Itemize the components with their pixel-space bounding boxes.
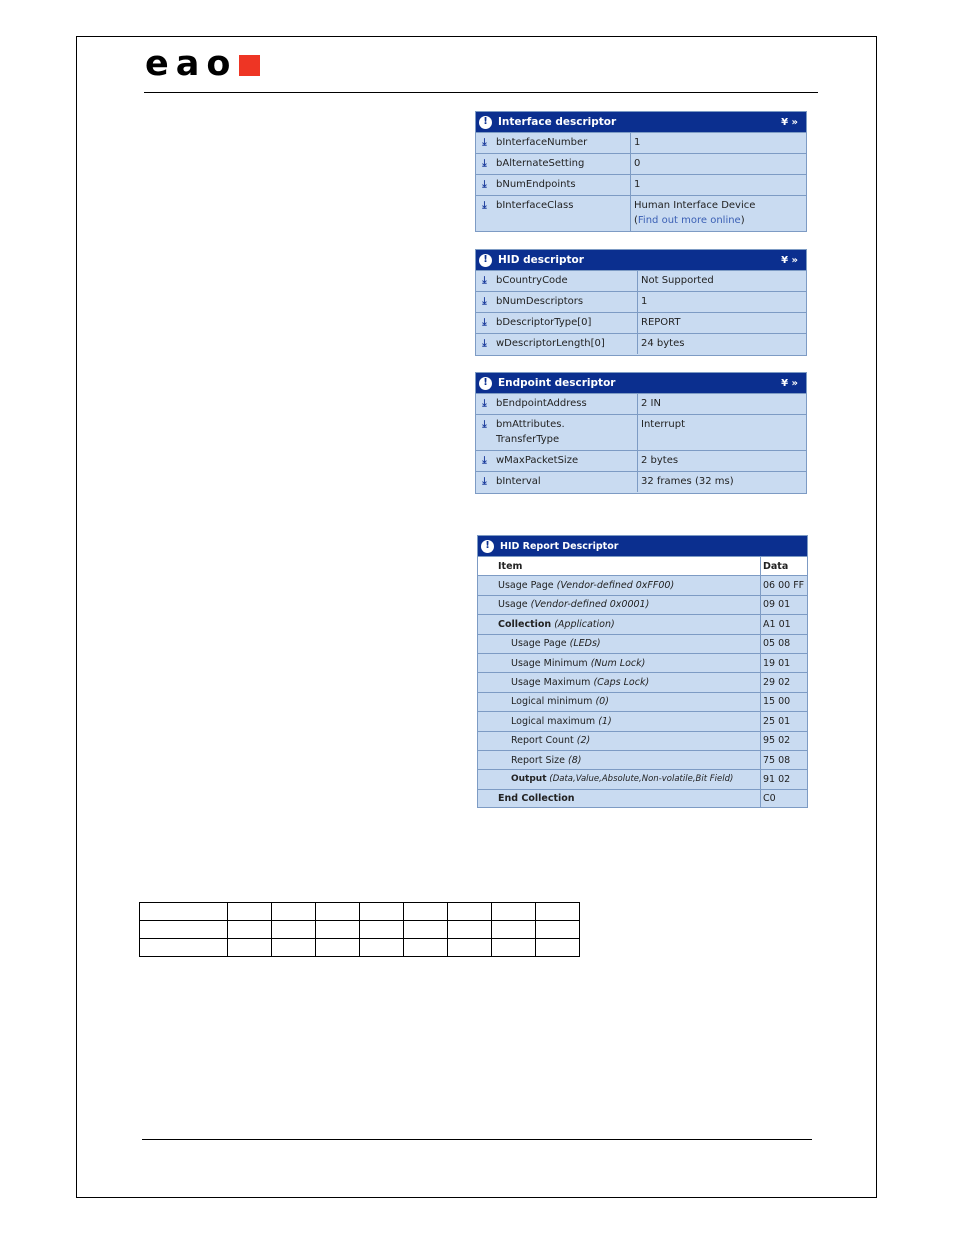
table-row xyxy=(140,939,580,957)
empty-grid-table xyxy=(139,902,580,957)
item-detail: (Vendor-defined 0x0001) xyxy=(530,599,650,611)
field-name: bmAttributes. xyxy=(496,419,565,430)
field-name: bInterval xyxy=(496,476,541,487)
property-icon: ⤓ xyxy=(482,199,487,211)
field-value: 0 xyxy=(634,158,641,169)
property-icon: ⤓ xyxy=(482,418,487,430)
table-row xyxy=(476,174,806,195)
item-name: Collection xyxy=(498,618,552,630)
item-data: C0 xyxy=(763,793,776,805)
item-name: Logical minimum xyxy=(511,696,593,708)
table-row xyxy=(478,575,807,594)
table-row xyxy=(478,692,807,711)
item-detail: (Application) xyxy=(554,618,615,630)
field-name: wDescriptorLength[0] xyxy=(496,338,605,349)
logo-red-square xyxy=(239,55,260,76)
interface-descriptor-header[interactable] xyxy=(476,112,806,132)
item-data: 91 02 xyxy=(763,773,791,785)
info-icon: ! xyxy=(481,540,494,553)
table-row xyxy=(476,414,806,450)
property-icon: ⤓ xyxy=(482,274,487,286)
endpoint-descriptor-panel xyxy=(475,372,807,494)
header-rule xyxy=(144,92,818,93)
field-name: bEndpointAddress xyxy=(496,398,587,409)
field-name: bInterfaceClass xyxy=(496,200,574,211)
field-value: 24 bytes xyxy=(641,338,685,349)
item-data: 95 02 xyxy=(763,735,791,747)
panel-title: Endpoint descriptor xyxy=(498,377,616,389)
field-value: 1 xyxy=(634,179,641,190)
item-data: 19 01 xyxy=(763,657,791,669)
field-name: bDescriptorType[0] xyxy=(496,317,592,328)
info-icon: ! xyxy=(479,254,492,267)
field-name: bCountryCode xyxy=(496,275,568,286)
panel-title: Interface descriptor xyxy=(498,116,617,128)
item-name: Logical maximum xyxy=(511,715,596,727)
field-name: bAlternateSetting xyxy=(496,158,585,169)
collapse-expand-controls[interactable]: ¥ » xyxy=(781,377,798,389)
field-name: TransferType xyxy=(496,434,560,445)
field-value: 1 xyxy=(641,296,648,307)
field-value: REPORT xyxy=(641,317,681,328)
hid-report-descriptor-header xyxy=(478,536,807,556)
find-out-more-link[interactable]: Find out more online xyxy=(637,215,741,226)
table-row xyxy=(140,903,580,921)
property-icon: ⤓ xyxy=(482,475,487,487)
panel-title: HID descriptor xyxy=(498,254,584,266)
property-icon: ⤓ xyxy=(482,397,487,409)
table-row xyxy=(476,270,806,291)
logo-text: eao xyxy=(145,43,238,84)
table-row xyxy=(478,634,807,653)
field-name: bNumDescriptors xyxy=(496,296,584,307)
table-row xyxy=(476,153,806,174)
property-icon: ⤓ xyxy=(482,295,487,307)
endpoint-descriptor-header[interactable] xyxy=(476,373,806,393)
field-name: bNumEndpoints xyxy=(496,179,576,190)
interface-descriptor-panel xyxy=(475,111,807,232)
table-header-row xyxy=(478,556,807,575)
table-row xyxy=(476,471,806,492)
field-name: bInterfaceNumber xyxy=(496,137,588,148)
table-row: ⤓ bInterfaceClass Human Interface Device (Find out more online) xyxy=(476,195,806,231)
item-data: 09 01 xyxy=(763,599,791,611)
item-name: Usage xyxy=(498,599,528,611)
item-detail: (Vendor-defined 0xFF00) xyxy=(556,580,675,592)
field-value: 32 frames (32 ms) xyxy=(641,476,734,487)
item-data: 25 01 xyxy=(763,715,791,727)
table-row xyxy=(478,789,807,808)
item-name: Usage Maximum xyxy=(511,677,591,689)
field-value: Not Supported xyxy=(641,275,714,286)
item-detail: (1) xyxy=(598,715,612,727)
field-value: 2 bytes xyxy=(641,455,679,466)
property-icon: ⤓ xyxy=(482,178,487,190)
table-row xyxy=(476,393,806,414)
table-row xyxy=(476,333,806,354)
property-icon: ⤓ xyxy=(482,316,487,328)
table-row xyxy=(140,921,580,939)
field-value: Human Interface Device xyxy=(634,200,756,211)
info-icon: ! xyxy=(479,116,492,129)
table-row xyxy=(478,595,807,614)
item-data: 75 08 xyxy=(763,754,791,766)
table-row xyxy=(476,291,806,312)
hid-report-descriptor-panel xyxy=(477,535,808,808)
eao-logo xyxy=(145,43,260,84)
column-header-item: Item xyxy=(478,557,761,575)
table-row xyxy=(478,711,807,730)
property-icon: ⤓ xyxy=(482,136,487,148)
item-detail: (8) xyxy=(568,754,582,766)
table-row xyxy=(476,312,806,333)
field-value: 2 IN xyxy=(641,398,661,409)
property-icon: ⤓ xyxy=(482,157,487,169)
table-row xyxy=(476,450,806,471)
field-value: Interrupt xyxy=(641,419,686,430)
table-row xyxy=(476,132,806,153)
property-icon: ⤓ xyxy=(482,454,487,466)
item-name: Usage Minimum xyxy=(511,657,588,669)
item-detail: (Caps Lock) xyxy=(593,677,650,689)
table-row xyxy=(478,731,807,750)
item-name: End Collection xyxy=(498,793,575,805)
item-data: 29 02 xyxy=(763,677,791,689)
item-detail: (Num Lock) xyxy=(590,657,646,669)
collapse-expand-controls[interactable]: ¥ » xyxy=(781,116,798,128)
hid-descriptor-panel xyxy=(475,249,807,356)
item-data: 05 08 xyxy=(763,638,791,650)
column-header-data: Data xyxy=(763,560,789,572)
item-data: 06 00 FF xyxy=(763,580,805,592)
item-name: Usage Page xyxy=(511,638,567,650)
table-row xyxy=(478,672,807,691)
table-row xyxy=(478,614,807,633)
item-data: 15 00 xyxy=(763,696,791,708)
item-name: Report Size xyxy=(511,754,566,766)
item-detail: (2) xyxy=(576,735,591,747)
property-icon: ⤓ xyxy=(482,337,487,349)
field-name: wMaxPacketSize xyxy=(496,455,579,466)
table-row xyxy=(478,750,807,769)
item-detail: (LEDs) xyxy=(569,638,601,650)
item-name: Usage Page xyxy=(498,580,554,592)
footer-rule xyxy=(142,1139,812,1140)
item-detail: (0) xyxy=(595,696,609,708)
table-row xyxy=(478,769,807,788)
table-row xyxy=(478,653,807,672)
field-value: 1 xyxy=(634,137,641,148)
item-name: Output xyxy=(511,774,547,785)
item-detail: (Data,Value,Absolute,Non-volatile,Bit Field) xyxy=(549,774,734,785)
collapse-expand-controls[interactable]: ¥ » xyxy=(781,254,798,266)
item-data: A1 01 xyxy=(763,618,791,630)
panel-title: HID Report Descriptor xyxy=(500,540,619,552)
item-name: Report Count xyxy=(511,735,574,747)
hid-descriptor-header[interactable] xyxy=(476,250,806,270)
info-icon: ! xyxy=(479,377,492,390)
